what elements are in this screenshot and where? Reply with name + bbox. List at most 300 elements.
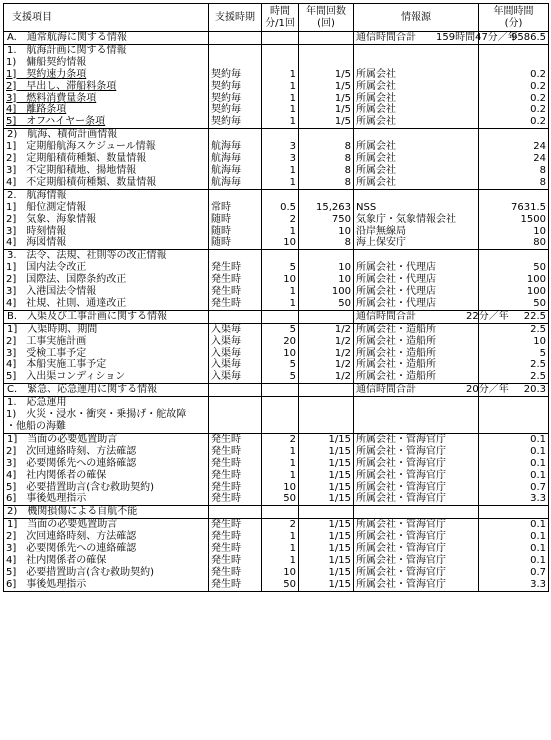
cell-annual-count: 50 — [299, 298, 354, 310]
cell-item: 6] 事後処理指示 — [4, 579, 209, 591]
table-row — [4, 189, 549, 201]
cell-item: 2] 国際法、国際条約改正 — [4, 274, 209, 286]
cell-annual-time: 0.2 — [479, 93, 549, 105]
cell-item: 5] 入出渠コンディション — [4, 371, 209, 383]
cell-source: 所属会社 — [354, 165, 479, 177]
cell-annual-time: 0.1 — [479, 555, 549, 567]
cell-time-per: 10 — [262, 237, 299, 249]
cell-annual-count: 10 — [299, 262, 354, 274]
cell-time-per — [262, 397, 299, 409]
cell-item: 3] 時刻情報 — [4, 226, 209, 238]
table-row — [4, 421, 549, 433]
cell-timing: 発生時 — [209, 286, 262, 298]
cell-timing: 発生時 — [209, 482, 262, 494]
cell-source: 所属会社・管海官庁 — [354, 543, 479, 555]
cell-annual-count: 10 — [299, 274, 354, 286]
cell-time-per — [262, 310, 299, 323]
cell-item: 2] 早出し、滞船料条項 — [4, 81, 209, 93]
cell-timing: 入渠毎 — [209, 348, 262, 360]
cell-timing — [209, 32, 262, 45]
cell-time-per — [262, 57, 299, 69]
cell-source: 通信時間合計 22分／年 — [354, 310, 479, 323]
cell-annual-time — [479, 397, 549, 409]
table-row — [4, 237, 549, 249]
cell-annual-count — [299, 32, 354, 45]
cell-annual-count: 750 — [299, 214, 354, 226]
cell-item: 4] 社内関係者の確保 — [4, 470, 209, 482]
table-row — [4, 458, 549, 470]
cell-timing: 入渠毎 — [209, 336, 262, 348]
table-row — [4, 298, 549, 310]
cell-item: 6] 事後処理指示 — [4, 493, 209, 505]
table-row — [4, 81, 549, 93]
cell-annual-count: 1/2 — [299, 371, 354, 383]
cell-annual-time: 24 — [479, 153, 549, 165]
cell-source: 所属会社 — [354, 69, 479, 81]
table-row — [4, 493, 549, 505]
cell-annual-count: 1/15 — [299, 493, 354, 505]
cell-timing: 随時 — [209, 214, 262, 226]
cell-source: NSS — [354, 202, 479, 214]
cell-timing: 入渠毎 — [209, 323, 262, 335]
cell-annual-time: 2.5 — [479, 323, 549, 335]
cell-source: 所属会社・管海官庁 — [354, 482, 479, 494]
cell-annual-count: 1/15 — [299, 531, 354, 543]
cell-time-per — [262, 129, 299, 141]
cell-annual-time: 2.5 — [479, 359, 549, 371]
cell-annual-time: 0.2 — [479, 116, 549, 128]
cell-timing: 契約毎 — [209, 81, 262, 93]
cell-item: 1. 応急運用 — [4, 397, 209, 409]
cell-timing — [209, 421, 262, 433]
cell-item: 5] オフハイヤー条項 — [4, 116, 209, 128]
cell-time-per: 1 — [262, 298, 299, 310]
cell-timing — [209, 129, 262, 141]
cell-time-per: 10 — [262, 348, 299, 360]
cell-time-per — [262, 189, 299, 201]
cell-source — [354, 397, 479, 409]
cell-annual-count: 1/2 — [299, 336, 354, 348]
cell-timing: 発生時 — [209, 298, 262, 310]
cell-item: 3. 法令、法規、社則等の改正情報 — [4, 250, 209, 262]
cell-timing: 常時 — [209, 202, 262, 214]
cell-annual-count: 1/15 — [299, 567, 354, 579]
cell-time-per — [262, 506, 299, 519]
cell-time-per — [262, 409, 299, 421]
cell-item: 3] 不定期船積地、揚地情報 — [4, 165, 209, 177]
cell-annual-count: 15,263 — [299, 202, 354, 214]
cell-annual-count: 8 — [299, 177, 354, 189]
cell-source: 所属会社 — [354, 153, 479, 165]
cell-time-per: 1 — [262, 116, 299, 128]
cell-timing — [209, 409, 262, 421]
cell-annual-time — [479, 506, 549, 519]
cell-source: 所属会社 — [354, 141, 479, 153]
cell-timing: 発生時 — [209, 531, 262, 543]
cell-item: 2. 航海情報 — [4, 189, 209, 201]
cell-annual-time — [479, 129, 549, 141]
cell-source — [354, 250, 479, 262]
table-row — [4, 336, 549, 348]
cell-annual-count: 1/15 — [299, 446, 354, 458]
cell-item: 2) 航海、積荷計画情報 — [4, 129, 209, 141]
table-row — [4, 371, 549, 383]
cell-time-per — [262, 250, 299, 262]
cell-item: ・他船の海難 — [4, 421, 209, 433]
cell-source: 所属会社・管海官庁 — [354, 433, 479, 445]
cell-source: 所属会社 — [354, 116, 479, 128]
table-row — [4, 104, 549, 116]
cell-annual-time: 100 — [479, 274, 549, 286]
table-header-row — [4, 4, 549, 32]
cell-item: 4] 社内関係者の確保 — [4, 555, 209, 567]
cell-item: 1) 火災・浸水・衝突・乗揚げ・舵故障 — [4, 409, 209, 421]
cell-timing: 随時 — [209, 226, 262, 238]
cell-annual-time: 8 — [479, 177, 549, 189]
cell-source: 所属会社・管海官庁 — [354, 555, 479, 567]
cell-timing: 発生時 — [209, 543, 262, 555]
table-row — [4, 202, 549, 214]
cell-source: 所属会社・造船所 — [354, 348, 479, 360]
cell-time-per: 1 — [262, 531, 299, 543]
cell-source: 所属会社・代理店 — [354, 298, 479, 310]
cell-source: 所属会社・管海官庁 — [354, 531, 479, 543]
cell-annual-count: 1/2 — [299, 323, 354, 335]
cell-source — [354, 189, 479, 201]
cell-time-per: 1 — [262, 165, 299, 177]
cell-timing — [209, 44, 262, 56]
cell-time-per: 1 — [262, 81, 299, 93]
cell-time-per: 50 — [262, 493, 299, 505]
cell-item: 1] 定期船航海スケジュール情報 — [4, 141, 209, 153]
cell-annual-time — [479, 189, 549, 201]
cell-time-per: 10 — [262, 567, 299, 579]
cell-item: 2] 工事実施計画 — [4, 336, 209, 348]
cell-annual-count: 1/5 — [299, 93, 354, 105]
cell-annual-time: 50 — [479, 298, 549, 310]
cell-time-per: 5 — [262, 262, 299, 274]
cell-timing — [209, 57, 262, 69]
cell-source: 海上保安庁 — [354, 237, 479, 249]
cell-annual-count: 1/5 — [299, 116, 354, 128]
cell-time-per: 0.5 — [262, 202, 299, 214]
table-row — [4, 214, 549, 226]
cell-annual-count: 1/2 — [299, 348, 354, 360]
table-row — [4, 531, 549, 543]
cell-annual-time: 10 — [479, 336, 549, 348]
table-body — [4, 32, 549, 592]
cell-annual-count: 1/5 — [299, 81, 354, 93]
cell-item: 1) 傭船契約情報 — [4, 57, 209, 69]
table-row — [4, 141, 549, 153]
cell-time-per: 1 — [262, 286, 299, 298]
cell-time-per: 1 — [262, 93, 299, 105]
cell-annual-count: 100 — [299, 286, 354, 298]
cell-time-per: 5 — [262, 323, 299, 335]
cell-source: 所属会社・管海官庁 — [354, 579, 479, 591]
cell-time-per: 50 — [262, 579, 299, 591]
table-row — [4, 262, 549, 274]
cell-source: 所属会社 — [354, 177, 479, 189]
table-row — [4, 506, 549, 519]
cell-annual-count: 8 — [299, 165, 354, 177]
cell-timing: 発生時 — [209, 519, 262, 531]
table-row — [4, 433, 549, 445]
header-item: 支援項目 — [4, 4, 209, 32]
cell-timing: 契約毎 — [209, 93, 262, 105]
cell-item: 4] 社規、社則、通達改正 — [4, 298, 209, 310]
cell-time-per: 3 — [262, 153, 299, 165]
cell-annual-time: 1500 — [479, 214, 549, 226]
cell-timing: 発生時 — [209, 274, 262, 286]
cell-source: 気象庁・気象情報会社 — [354, 214, 479, 226]
cell-annual-time: 24 — [479, 141, 549, 153]
cell-annual-count — [299, 397, 354, 409]
cell-timing: 航海毎 — [209, 165, 262, 177]
cell-annual-time — [479, 57, 549, 69]
table-row — [4, 116, 549, 128]
cell-time-per — [262, 44, 299, 56]
cell-item: 1. 航海計画に関する情報 — [4, 44, 209, 56]
cell-time-per: 10 — [262, 274, 299, 286]
cell-annual-count — [299, 421, 354, 433]
table-row — [4, 286, 549, 298]
cell-annual-count — [299, 250, 354, 262]
header-source: 情報源 — [354, 4, 479, 32]
cell-timing: 航海毎 — [209, 141, 262, 153]
cell-timing — [209, 310, 262, 323]
cell-item: 3] 入港国法令情報 — [4, 286, 209, 298]
cell-time-per: 1 — [262, 446, 299, 458]
cell-annual-count: 1/15 — [299, 543, 354, 555]
cell-source — [354, 421, 479, 433]
cell-annual-count: 1/15 — [299, 519, 354, 531]
cell-annual-count — [299, 384, 354, 397]
table-row — [4, 359, 549, 371]
cell-item: 1] 当面の必要処置助言 — [4, 519, 209, 531]
cell-annual-count: 8 — [299, 141, 354, 153]
cell-item: 4] 海図情報 — [4, 237, 209, 249]
table-row — [4, 567, 549, 579]
cell-time-per: 2 — [262, 519, 299, 531]
cell-source — [354, 506, 479, 519]
cell-time-per — [262, 384, 299, 397]
table-row — [4, 129, 549, 141]
table-row — [4, 482, 549, 494]
cell-annual-time — [479, 421, 549, 433]
cell-time-per: 5 — [262, 371, 299, 383]
cell-time-per: 3 — [262, 141, 299, 153]
table-row — [4, 555, 549, 567]
cell-source: 所属会社・管海官庁 — [354, 519, 479, 531]
cell-annual-time: 0.1 — [479, 433, 549, 445]
cell-source: 所属会社・造船所 — [354, 323, 479, 335]
cell-timing: 航海毎 — [209, 153, 262, 165]
cell-annual-count: 10 — [299, 226, 354, 238]
cell-item: 2] 次回連絡時刻、方法確認 — [4, 531, 209, 543]
cell-item: 3] 必要関係先への連絡確認 — [4, 543, 209, 555]
cell-timing: 随時 — [209, 237, 262, 249]
cell-annual-count: 1/2 — [299, 359, 354, 371]
support-info-table — [3, 3, 549, 592]
cell-item: 2) 機関損傷による自航不能 — [4, 506, 209, 519]
cell-source: 所属会社・代理店 — [354, 274, 479, 286]
table-row — [4, 397, 549, 409]
cell-annual-count: 1/15 — [299, 433, 354, 445]
cell-source: 所属会社 — [354, 93, 479, 105]
cell-time-per: 2 — [262, 214, 299, 226]
cell-time-per: 1 — [262, 177, 299, 189]
cell-annual-count: 1/15 — [299, 458, 354, 470]
cell-annual-count: 8 — [299, 153, 354, 165]
cell-item: 3] 燃料消費量条項 — [4, 93, 209, 105]
cell-annual-time: 10 — [479, 226, 549, 238]
table-row — [4, 470, 549, 482]
cell-timing: 契約毎 — [209, 69, 262, 81]
cell-annual-count — [299, 57, 354, 69]
cell-annual-time: 0.1 — [479, 446, 549, 458]
cell-annual-time: 0.1 — [479, 519, 549, 531]
cell-time-per: 1 — [262, 104, 299, 116]
cell-annual-count — [299, 129, 354, 141]
cell-item: 1] 船位測定情報 — [4, 202, 209, 214]
cell-source: 所属会社・造船所 — [354, 336, 479, 348]
header-annual-time: 年間時間 (分) — [479, 4, 549, 32]
cell-timing — [209, 189, 262, 201]
cell-annual-time: 0.7 — [479, 482, 549, 494]
cell-timing: 発生時 — [209, 555, 262, 567]
cell-timing — [209, 397, 262, 409]
cell-annual-time: 0.2 — [479, 104, 549, 116]
table-row — [4, 177, 549, 189]
cell-annual-time: 7631.5 — [479, 202, 549, 214]
cell-timing: 発生時 — [209, 458, 262, 470]
cell-timing: 入渠毎 — [209, 371, 262, 383]
cell-annual-time: 0.2 — [479, 81, 549, 93]
cell-timing: 発生時 — [209, 567, 262, 579]
cell-timing: 発生時 — [209, 579, 262, 591]
cell-source: 所属会社・造船所 — [354, 371, 479, 383]
cell-item: 3] 受検工事予定 — [4, 348, 209, 360]
cell-item: 5] 必要措置助言(含む救助契約) — [4, 567, 209, 579]
cell-annual-time: 3.3 — [479, 579, 549, 591]
cell-timing — [209, 384, 262, 397]
cell-item: 2] 気象、海象情報 — [4, 214, 209, 226]
cell-source: 通信時間合計 159時間47分／年 — [354, 32, 479, 45]
cell-source: 沿岸無線局 — [354, 226, 479, 238]
cell-source — [354, 44, 479, 56]
cell-timing: 発生時 — [209, 446, 262, 458]
cell-item: 1] 国内法令改正 — [4, 262, 209, 274]
cell-annual-count — [299, 310, 354, 323]
cell-item: 3] 必要関係先への連絡確認 — [4, 458, 209, 470]
table-row — [4, 226, 549, 238]
cell-item: 4] 不定期船積荷種類、数量情報 — [4, 177, 209, 189]
cell-annual-time: 2.5 — [479, 371, 549, 383]
cell-item: A. 通常航海に関する情報 — [4, 32, 209, 45]
cell-time-per: 1 — [262, 458, 299, 470]
cell-source: 所属会社・代理店 — [354, 262, 479, 274]
header-annual-count: 年間回数 (回) — [299, 4, 354, 32]
cell-annual-count: 1/15 — [299, 482, 354, 494]
table-row — [4, 579, 549, 591]
table-row — [4, 519, 549, 531]
cell-annual-time — [479, 44, 549, 56]
cell-annual-count — [299, 189, 354, 201]
cell-source: 所属会社・管海官庁 — [354, 470, 479, 482]
cell-source — [354, 129, 479, 141]
cell-timing: 契約毎 — [209, 104, 262, 116]
cell-source — [354, 409, 479, 421]
cell-time-per: 1 — [262, 543, 299, 555]
table-row — [4, 153, 549, 165]
cell-annual-time: 22.5 — [479, 310, 549, 323]
cell-timing: 発生時 — [209, 262, 262, 274]
table-row — [4, 250, 549, 262]
cell-time-per — [262, 32, 299, 45]
cell-source: 所属会社・代理店 — [354, 286, 479, 298]
table-row — [4, 323, 549, 335]
table-row — [4, 446, 549, 458]
table-row — [4, 93, 549, 105]
cell-annual-count: 1/5 — [299, 104, 354, 116]
cell-timing: 発生時 — [209, 433, 262, 445]
cell-annual-time: 5 — [479, 348, 549, 360]
cell-timing: 入渠毎 — [209, 359, 262, 371]
cell-annual-time: 100 — [479, 286, 549, 298]
cell-timing: 発生時 — [209, 470, 262, 482]
cell-annual-time: 80 — [479, 237, 549, 249]
cell-annual-time: 3.3 — [479, 493, 549, 505]
table-row — [4, 57, 549, 69]
cell-item: C. 緊急、応急運用に関する情報 — [4, 384, 209, 397]
cell-item: 4] 本船実施工事予定 — [4, 359, 209, 371]
table-row — [4, 165, 549, 177]
cell-time-per: 10 — [262, 482, 299, 494]
cell-source: 所属会社・管海官庁 — [354, 458, 479, 470]
cell-annual-time: 8 — [479, 165, 549, 177]
table-row — [4, 409, 549, 421]
cell-timing: 航海毎 — [209, 177, 262, 189]
cell-annual-time: 50 — [479, 262, 549, 274]
cell-annual-time — [479, 250, 549, 262]
cell-annual-count: 1/5 — [299, 69, 354, 81]
table-row — [4, 310, 549, 323]
cell-source: 通信時間合計 20分／年 — [354, 384, 479, 397]
cell-time-per: 1 — [262, 470, 299, 482]
cell-timing — [209, 506, 262, 519]
cell-time-per — [262, 421, 299, 433]
cell-annual-count: 1/15 — [299, 579, 354, 591]
cell-annual-time: 20.3 — [479, 384, 549, 397]
table-row — [4, 274, 549, 286]
cell-annual-time: 0.1 — [479, 543, 549, 555]
cell-time-per: 2 — [262, 433, 299, 445]
cell-timing: 契約毎 — [209, 116, 262, 128]
cell-annual-count: 1/15 — [299, 555, 354, 567]
cell-time-per: 1 — [262, 69, 299, 81]
cell-item: 2] 定期船積荷種類、数量情報 — [4, 153, 209, 165]
cell-item: 5] 必要措置助言(含む救助契約) — [4, 482, 209, 494]
table-row — [4, 69, 549, 81]
header-timing: 支援時期 — [209, 4, 262, 32]
cell-source — [354, 57, 479, 69]
cell-item: 4] 離路条項 — [4, 104, 209, 116]
cell-time-per: 5 — [262, 359, 299, 371]
cell-timing — [209, 250, 262, 262]
cell-item: 1] 入渠時期、期間 — [4, 323, 209, 335]
cell-annual-time: 0.1 — [479, 531, 549, 543]
